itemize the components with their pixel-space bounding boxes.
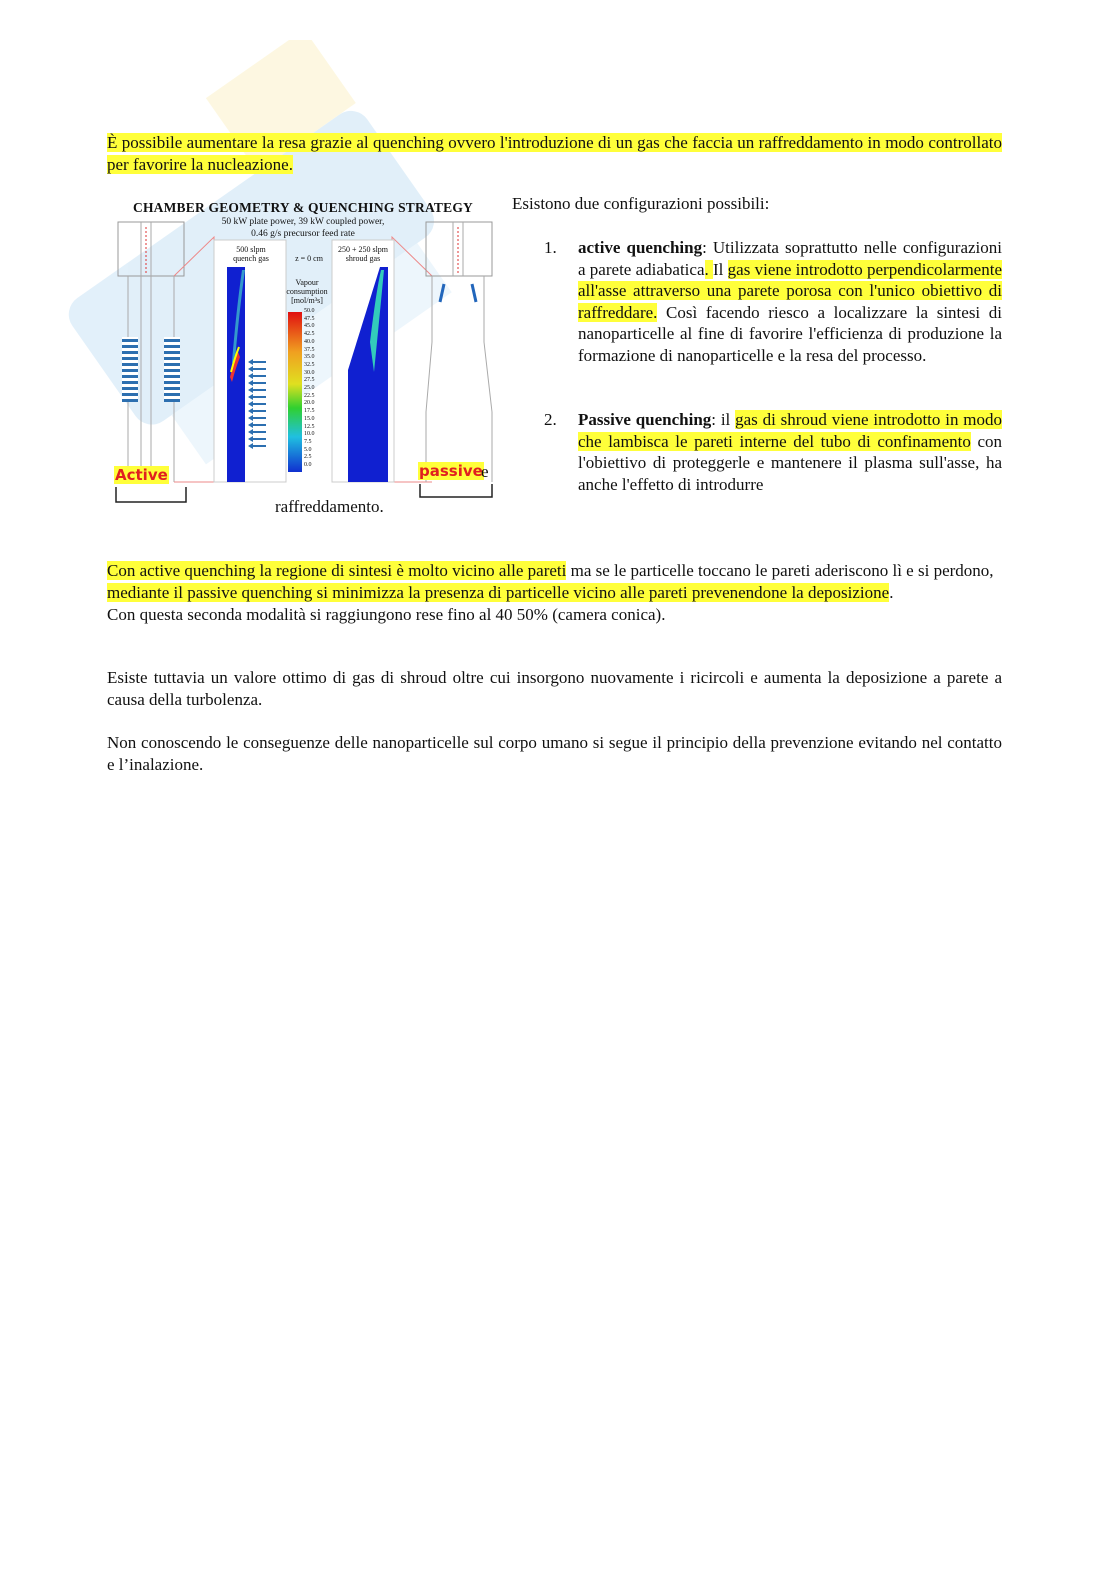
quench-stripe [122, 369, 138, 372]
scale-value: 12.5 [304, 423, 315, 430]
figure-caption: raffreddamento. [275, 497, 384, 516]
quench-stripe [122, 345, 138, 348]
paragraph-text: ma se le particelle toccano le pareti aderiscono lì e si perdono, [566, 561, 994, 580]
list-item [544, 409, 1002, 499]
quench-stripe [122, 387, 138, 390]
scale-value: 30.0 [304, 369, 315, 376]
scale-value: 5.0 [304, 446, 312, 453]
quench-stripe [164, 351, 180, 354]
quench-stripe [122, 381, 138, 384]
paragraph-prevention: Non conoscendo le conseguenze delle nanoparticelle sul corpo umano si segue il principio della prevenzione evitando nel contatto e l’inalazione. [107, 733, 1002, 774]
passive-zoom-panel [332, 240, 394, 482]
chamber-geometry-figure [108, 192, 498, 507]
quench-stripe [122, 363, 138, 366]
paragraph-text: Con questa seconda modalità si raggiungono rese fino al 40 50% (camera conica). [107, 605, 666, 624]
scale-value: 40.0 [304, 338, 315, 345]
scale-value: 15.0 [304, 415, 315, 422]
quench-stripe [122, 339, 138, 342]
scale-value: 10.0 [304, 431, 315, 438]
scale-value: 2.5 [304, 454, 312, 461]
list-text: Utilizzata soprattutto nelle configurazioni a parete adiabatica [578, 238, 1002, 279]
scale-value: 25.0 [304, 385, 315, 391]
scale-title-1: Vapour [295, 278, 319, 287]
paragraph-shroud-optimum: Esiste tuttavia un valore ottimo di gas di shroud oltre cui insorgono nuovamente i ricircoli e aumenta la deposizione a parete a causa della turbolenza. [107, 668, 1002, 709]
passive-tag: passive [419, 462, 483, 480]
list-text: con l'obiettivo di proteggerle e mantenere il plasma sull'asse, ha anche l'effetto di introdurre [578, 431, 1003, 494]
paragraph-text: . [889, 583, 894, 602]
scale-value: 37.5 [304, 346, 315, 353]
quench-stripe [164, 345, 180, 348]
quench-stripe [164, 363, 180, 366]
quench-stripe [122, 375, 138, 378]
quench-stripe [164, 369, 180, 372]
passive-tail: e [481, 462, 489, 481]
list-sep: : il [711, 410, 736, 429]
list-highlight: . [704, 259, 714, 279]
figure-subtitle-2: 0.46 g/s precursor feed rate [251, 229, 355, 239]
vapour-scale [288, 312, 302, 472]
scale-value: 42.5 [304, 331, 315, 338]
right-box-label-2: shroud gas [345, 254, 381, 263]
list-item [544, 237, 1002, 387]
list-body [578, 237, 1002, 366]
active-tag: Active [115, 466, 168, 484]
scale-value: 47.5 [304, 315, 315, 322]
quench-stripe [164, 387, 180, 390]
scale-value: 20.0 [304, 400, 315, 407]
right-box-label-1: 250 + 250 slpm [337, 245, 389, 254]
figure-subtitle-1: 50 kW plate power, 39 kW coupled power, [221, 217, 385, 227]
list-number: 1. [544, 238, 557, 257]
intro-highlight: È possibile aumentare la resa grazie al quenching ovvero l'introduzione di un gas che faccia un raffreddamento in modo controllato per favorire la nucleazione. [107, 133, 1002, 174]
quench-stripe [164, 357, 180, 360]
quench-stripe [122, 399, 138, 402]
scale-value: 35.0 [304, 354, 315, 361]
list-sep: : [702, 238, 713, 257]
quench-stripe [164, 375, 180, 378]
list-term: Passive quenching [578, 410, 712, 429]
mid-label: z = 0 cm [295, 254, 323, 263]
paragraph-highlight: Con active quenching la regione di sintesi è molto vicino alle pareti [107, 561, 567, 580]
scale-value: 32.5 [304, 361, 315, 368]
quench-stripe [122, 357, 138, 360]
quench-stripe [122, 351, 138, 354]
figure-title: CHAMBER GEOMETRY & QUENCHING STRATEGY [133, 200, 473, 215]
scale-title-2: consumption [286, 287, 328, 296]
quench-stripe [164, 339, 180, 342]
left-box-label-1: 500 slpm [236, 245, 266, 254]
scale-value: 45.0 [304, 323, 315, 330]
scale-value: 27.5 [304, 377, 315, 384]
scale-value: 7.5 [304, 438, 312, 445]
scale-value: 22.5 [304, 392, 315, 399]
list-body [578, 409, 1002, 495]
scale-value: 0.0 [304, 462, 312, 468]
quench-stripe [164, 393, 180, 396]
figure-diagram [108, 192, 498, 507]
list-highlight: gas di shroud viene introdotto in modo che lambisca le pareti interne del tubo di confinamento [578, 410, 1002, 451]
list-term: active quenching [578, 238, 703, 257]
list-number: 2. [544, 410, 557, 429]
quench-stripe [122, 393, 138, 396]
scale-title-3: [mol/m³s] [291, 296, 323, 305]
left-box-label-2: quench gas [233, 254, 269, 263]
list-text: Così facendo riesco a localizzare la sintesi di nanoparticelle al fine di favorire l'efficienza di produzione la formazione di nanoparticelle e la resa del processo. [578, 302, 1002, 365]
paragraph-quenching-comparison [107, 560, 1002, 626]
quench-stripe [164, 399, 180, 402]
quench-stripe [164, 381, 180, 384]
passive-torch-schematic [426, 222, 492, 482]
scale-value: 17.5 [304, 408, 315, 415]
side-intro: Esistono due configurazioni possibili: [512, 194, 770, 213]
paragraph-highlight: mediante il passive quenching si minimizza la presenza di particelle vicino alle pareti prevenendone la deposizione [107, 583, 890, 602]
list-highlight: gas viene introdotto perpendicolarmente all'asse attraverso una parete porosa con l'unico obiettivo di raffreddare. [578, 259, 1002, 322]
scale-value: 50.0 [304, 308, 315, 314]
intro-paragraph [107, 132, 1002, 176]
list-text: Il [713, 259, 728, 279]
